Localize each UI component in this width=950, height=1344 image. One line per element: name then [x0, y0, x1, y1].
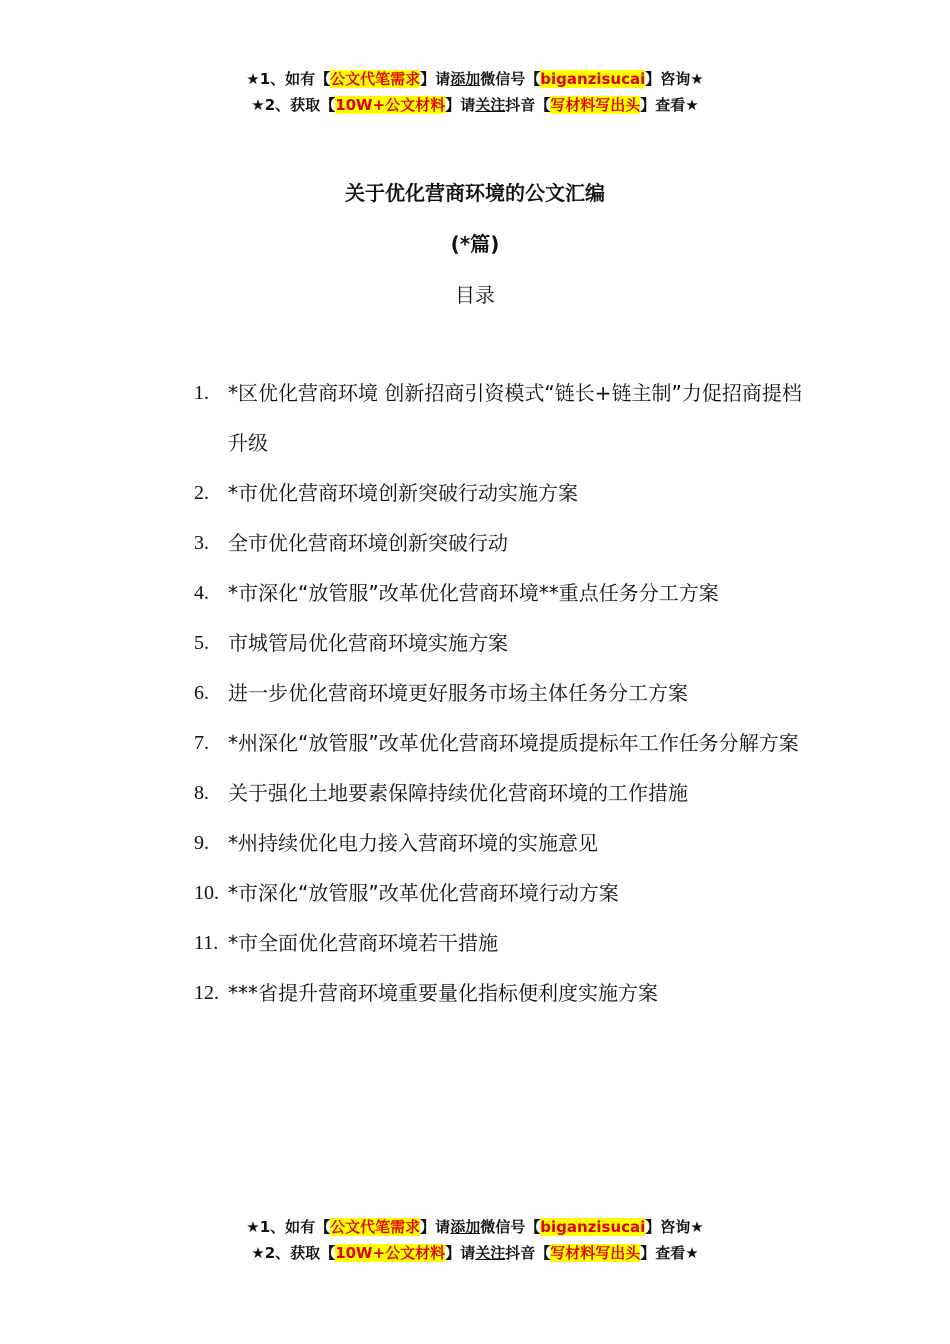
banner-text: 微信号【 [480, 1218, 541, 1236]
banner-line-2 [0, 92, 950, 118]
banner-highlight: biganzisucai [540, 1218, 646, 1236]
toc-item-number: 12. [194, 982, 219, 1004]
banner-line-2 [0, 1240, 950, 1266]
toc-item [194, 818, 814, 868]
banner-text: 】请 [420, 1218, 451, 1236]
toc-item-number: 7. [194, 732, 209, 754]
banner-text: 】请 [445, 96, 476, 114]
document-subtitle: (*篇) [450, 232, 500, 256]
toc-item-text: *市深化“放管服”改革优化营商环境行动方案 [228, 881, 619, 905]
document-title: 关于优化营商环境的公文汇编 [345, 181, 605, 205]
toc-item-text: 关于强化土地要素保障持续优化营商环境的工作措施 [228, 781, 688, 805]
banner-highlight: 10W+公文材料 [335, 96, 446, 114]
banner-underlined: 添加 [450, 1218, 481, 1236]
banner-text: 】查看★ [640, 1244, 699, 1262]
banner-text: ★2、获取【 [251, 1244, 336, 1262]
toc-item [194, 868, 814, 918]
banner-highlight: 10W+公文材料 [335, 1244, 446, 1262]
banner-text: ★1、如有【 [246, 70, 331, 88]
table-of-contents [194, 368, 814, 1018]
banner-text: ★1、如有【 [246, 1218, 331, 1236]
toc-heading: 目录 [455, 283, 495, 307]
banner-line-1 [0, 66, 950, 92]
toc-item-number: 6. [194, 682, 209, 704]
toc-item [194, 468, 814, 518]
banner-highlight: 写材料写出头 [550, 96, 641, 114]
toc-item [194, 568, 814, 618]
toc-item-number: 10. [194, 882, 219, 904]
toc-item-text: *区优化营商环境 创新招商引资模式“链长+链主制”力促招商提档升级 [228, 381, 802, 455]
banner-highlight: 公文代笔需求 [330, 1218, 421, 1236]
toc-item-number: 4. [194, 582, 209, 604]
toc-item [194, 768, 814, 818]
toc-item [194, 518, 814, 568]
toc-item [194, 618, 814, 668]
banner-text: ★2、获取【 [251, 96, 336, 114]
banner-underlined: 添加 [450, 70, 481, 88]
toc-item-number: 1. [194, 382, 209, 404]
toc-item-number: 9. [194, 832, 209, 854]
banner-text: 】咨询★ [645, 70, 704, 88]
toc-item-text: *市全面优化营商环境若干措施 [228, 931, 498, 955]
banner-line-1 [0, 1214, 950, 1240]
banner-underlined: 关注 [475, 96, 506, 114]
toc-item-text: *市深化“放管服”改革优化营商环境**重点任务分工方案 [228, 581, 719, 605]
toc-item-text: 市城管局优化营商环境实施方案 [228, 631, 508, 655]
banner-text: 】查看★ [640, 96, 699, 114]
toc-item [194, 368, 814, 468]
toc-item-number: 5. [194, 632, 209, 654]
banner-text: 】请 [420, 70, 451, 88]
banner-underlined: 关注 [475, 1244, 506, 1262]
toc-item-text: 进一步优化营商环境更好服务市场主体任务分工方案 [228, 681, 688, 705]
banner-text: 】请 [445, 1244, 476, 1262]
toc-item-number: 3. [194, 532, 209, 554]
toc-item [194, 668, 814, 718]
banner-text: 抖音【 [505, 96, 551, 114]
toc-item-text: 全市优化营商环境创新突破行动 [228, 531, 508, 555]
banner-highlight: 写材料写出头 [550, 1244, 641, 1262]
toc-item-text: *州持续优化电力接入营商环境的实施意见 [228, 831, 598, 855]
toc-item [194, 918, 814, 968]
toc-item-number: 11. [194, 932, 219, 954]
banner-highlight: biganzisucai [540, 70, 646, 88]
toc-item-text: *市优化营商环境创新突破行动实施方案 [228, 481, 578, 505]
banner-text: 微信号【 [480, 70, 541, 88]
header-banner [0, 66, 950, 118]
toc-item-text: ***省提升营商环境重要量化指标便利度实施方案 [228, 981, 658, 1005]
banner-text: 】咨询★ [645, 1218, 704, 1236]
footer-banner [0, 1214, 950, 1266]
toc-item-number: 2. [194, 482, 209, 504]
toc-item [194, 718, 814, 768]
toc-item-number: 8. [194, 782, 209, 804]
toc-item [194, 968, 814, 1018]
toc-item-text: *州深化“放管服”改革优化营商环境提质提标年工作任务分解方案 [228, 731, 799, 755]
banner-text: 抖音【 [505, 1244, 551, 1262]
banner-highlight: 公文代笔需求 [330, 70, 421, 88]
